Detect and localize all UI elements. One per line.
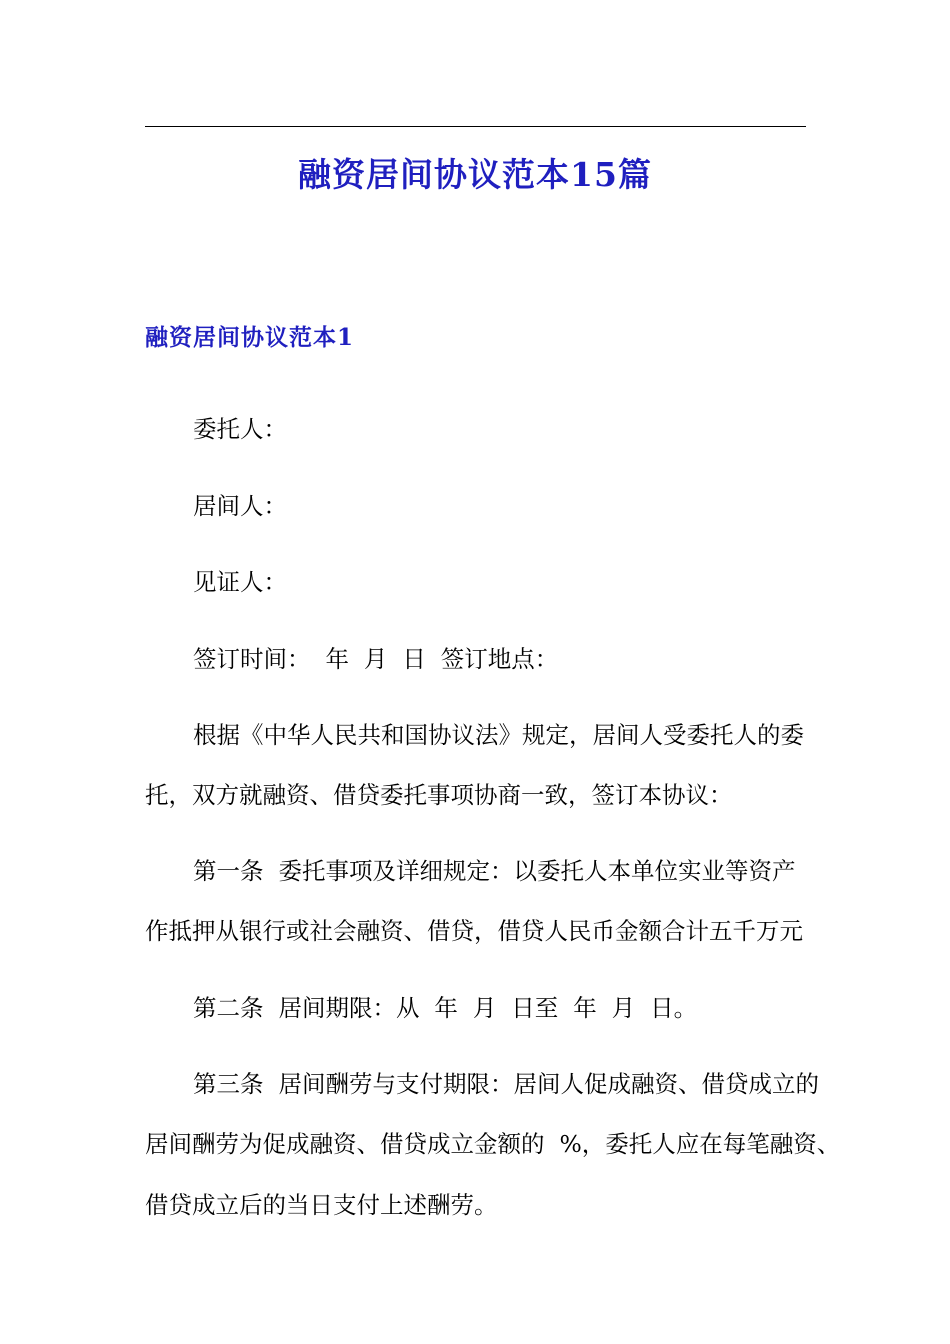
section-heading: 融资居间协议范本1 [145,324,355,351]
paragraph-intro-line-2: 托，双方就融资、借贷委托事项协商一致，签订本协议： [145,781,733,809]
document-title: 融资居间协议范本15篇 [298,155,652,194]
article-1-line-1: 第一条 委托事项及详细规定：以委托人本单位实业等资产 [193,857,796,885]
witness-line: 见证人： [193,568,287,596]
article-1-line-2: 作抵押从银行或社会融资、借贷，借贷人民币金额合计五千万元 [145,917,803,945]
paragraph-intro-line-1: 根据《中华人民共和国协议法》规定，居间人受委托人的委 [193,721,804,749]
article-2-line: 第二条 居间期限：从 年 月 日至 年 月 日。 [193,994,698,1022]
intermediary-line: 居间人： [193,492,287,520]
principal-line: 委托人： [193,415,287,443]
header-rule [145,126,806,127]
article-3-line-2: 居间酬劳为促成融资、借贷成立金额的 %，委托人应在每笔融资、 [145,1130,841,1158]
article-3-line-1: 第三条 居间酬劳与支付期限：居间人促成融资、借贷成立的 [193,1070,819,1098]
signing-time-line: 签订时间： 年 月 日 签订地点： [193,645,559,673]
article-3-line-3: 借贷成立后的当日支付上述酬劳。 [145,1191,498,1219]
